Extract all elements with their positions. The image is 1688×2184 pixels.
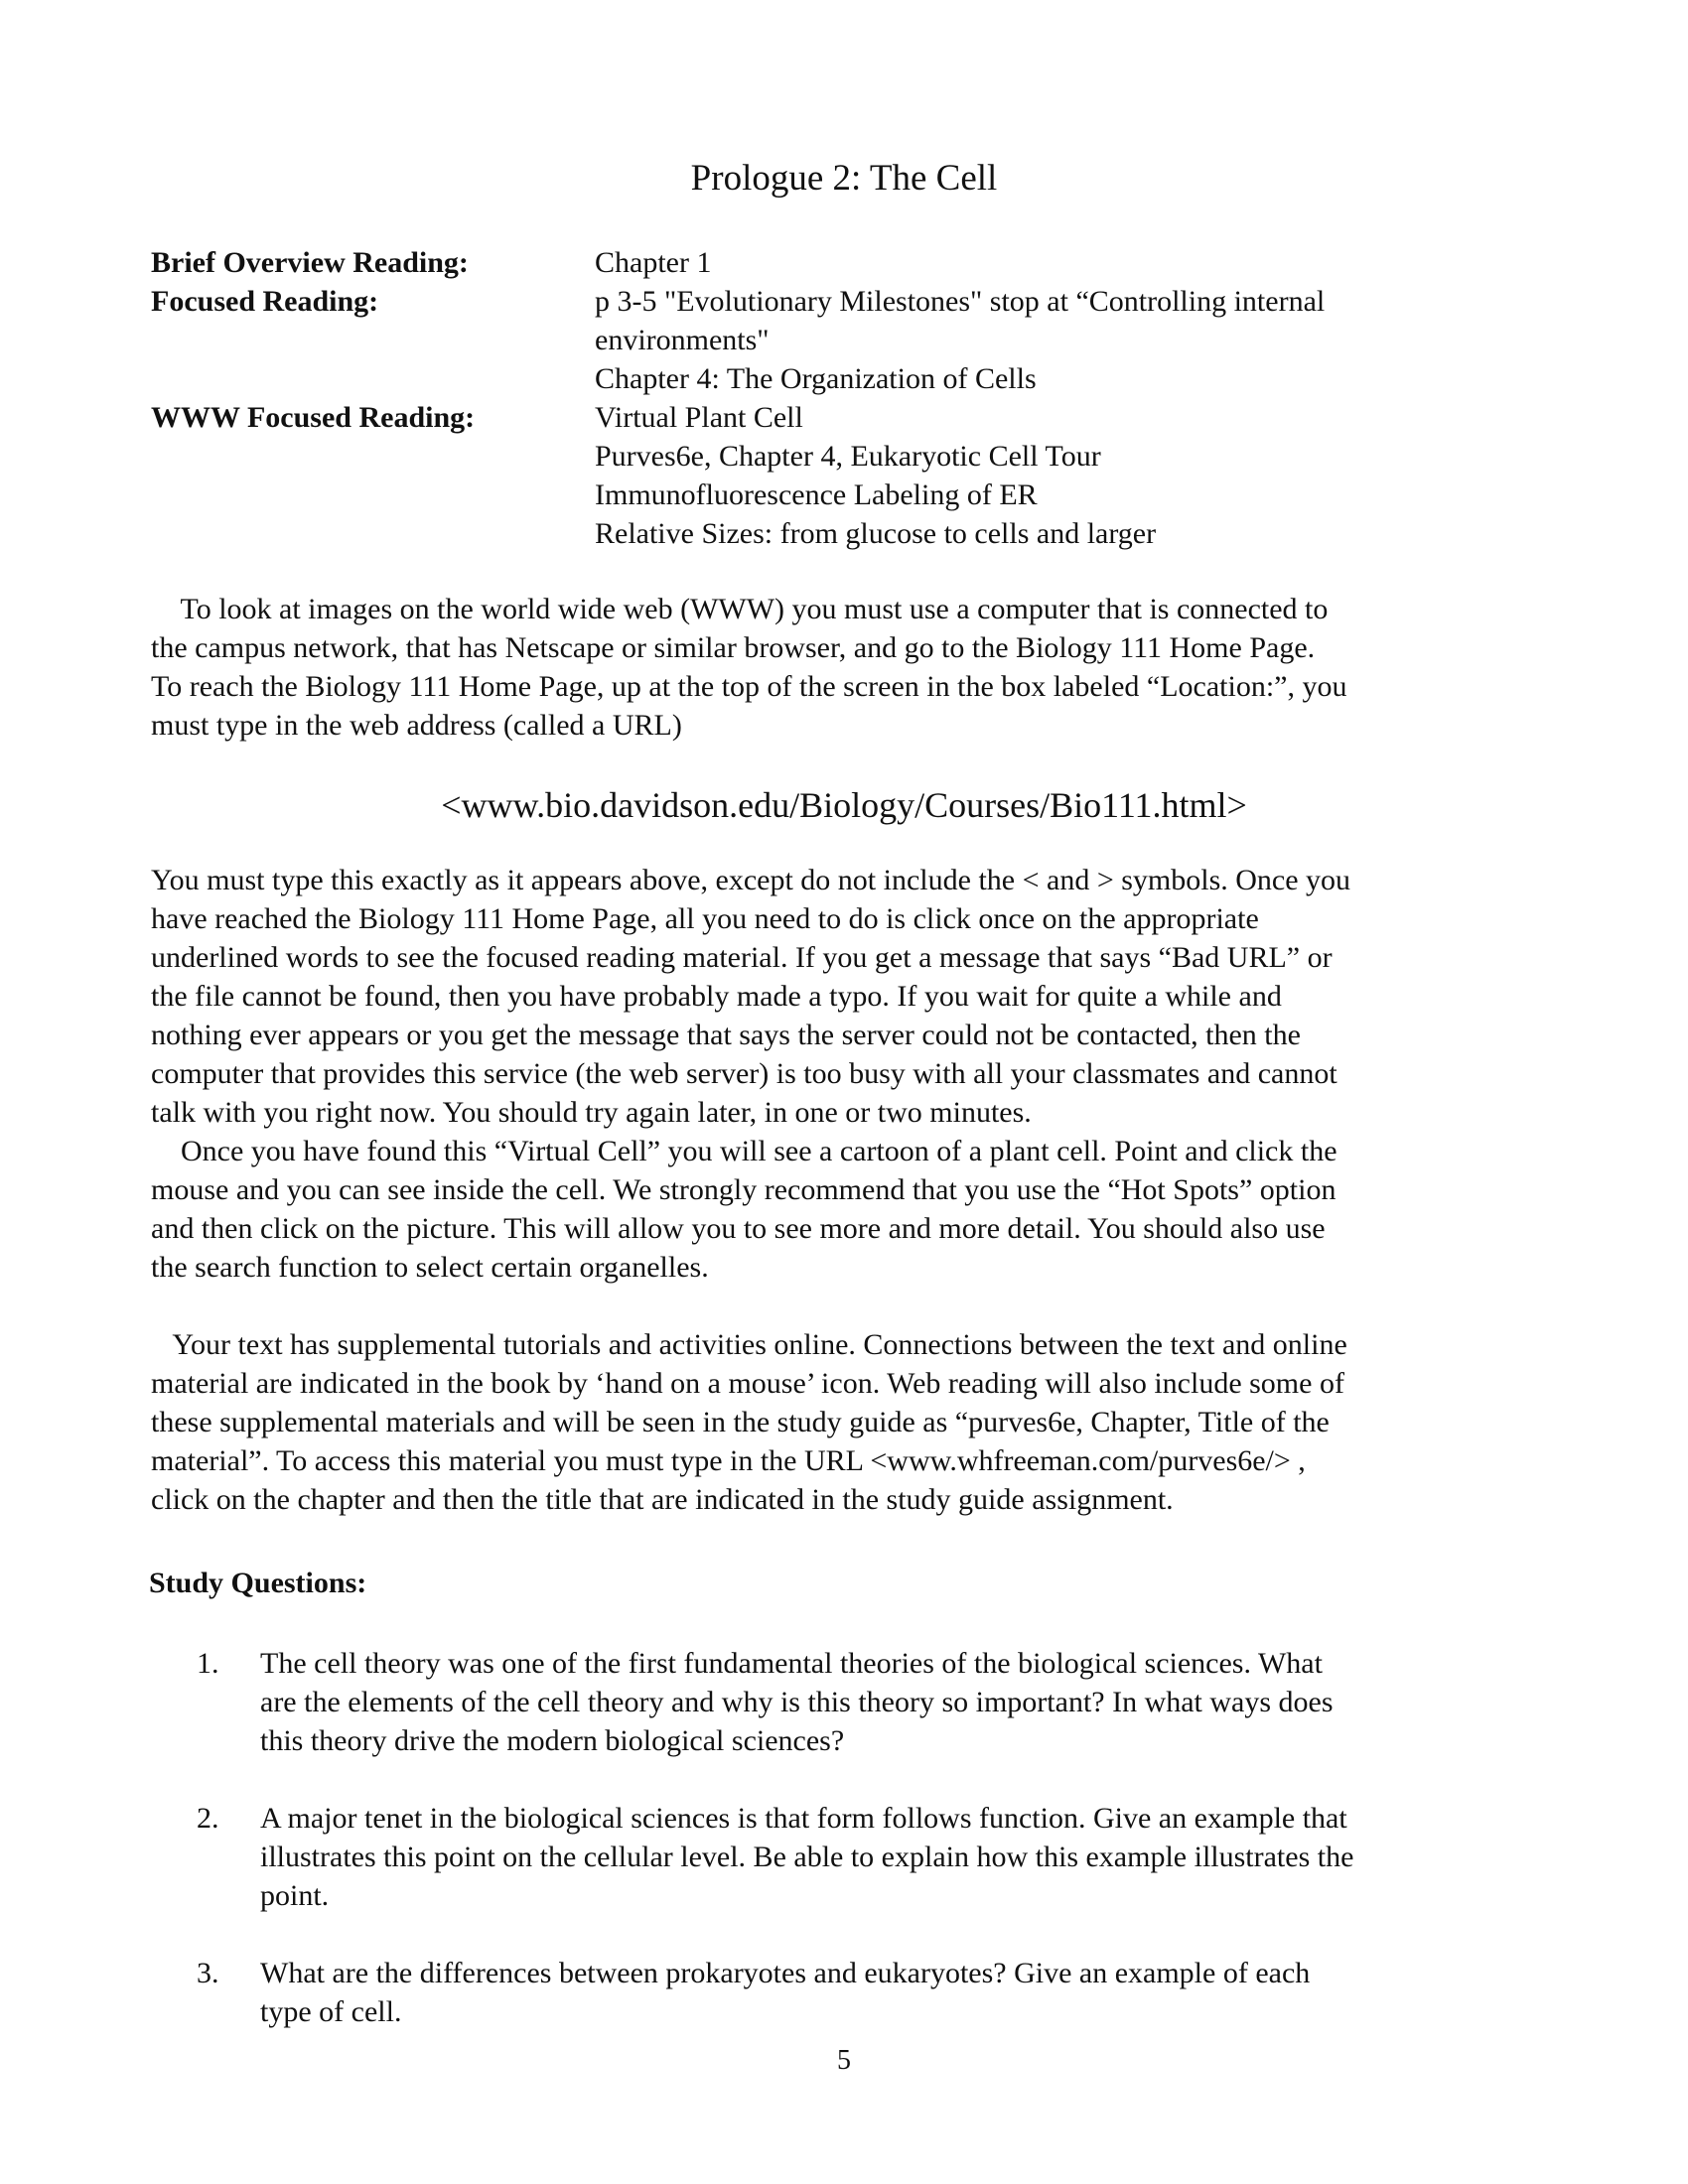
reading-value: Relative Sizes: from glucose to cells and larger	[595, 517, 1157, 550]
paragraph-line: have reached the Biology 111 Home Page, all you need to do is click once on the appropriate	[151, 902, 1259, 935]
paragraph-line: To reach the Biology 111 Home Page, up at the top of the screen in the box labeled “Location:”, you	[151, 670, 1347, 703]
reading-row	[151, 476, 1541, 514]
reading-value: Chapter 4: The Organization of Cells	[595, 362, 1037, 395]
study-question-3	[197, 1954, 1517, 2031]
reading-label: Brief Overview Reading:	[151, 246, 469, 279]
paragraph-line: these supplemental materials and will be seen in the study guide as “purves6e, Chapter, Title of the	[151, 1406, 1330, 1438]
question-number: 3.	[197, 1957, 219, 1989]
study-question-1	[197, 1644, 1517, 1760]
paragraph-line: talk with you right now. You should try again later, in one or two minutes.	[151, 1096, 1032, 1129]
reading-value: Virtual Plant Cell	[595, 401, 803, 434]
question-text	[260, 1644, 1517, 1760]
paragraph-line: To look at images on the world wide web (WWW) you must use a computer that is connected to	[151, 593, 1329, 625]
question-line: are the elements of the cell theory and why is this theory so important? In what ways does	[260, 1686, 1334, 1718]
paragraph-line: material are indicated in the book by ‘hand on a mouse’ icon. Web reading will also include some of	[151, 1367, 1344, 1400]
paragraph-line: computer that provides this service (the web server) is too busy with all your classmates and cannot	[151, 1057, 1337, 1090]
paragraph-line: underlined words to see the focused reading material. If you get a message that says “Bad URL” or	[151, 941, 1333, 974]
question-text	[260, 1954, 1517, 2031]
reading-row	[151, 321, 1541, 359]
question-line: What are the differences between prokaryotes and eukaryotes? Give an example of each	[260, 1957, 1311, 1989]
paragraph-line: the search function to select certain organelles.	[151, 1251, 709, 1284]
reading-row	[151, 243, 1541, 282]
course-url: <www.bio.davidson.edu/Biology/Courses/Bio111.html>	[441, 785, 1247, 825]
reading-label: WWW Focused Reading:	[151, 401, 476, 434]
reading-assignments	[151, 243, 1541, 553]
reading-row	[151, 514, 1541, 553]
question-number: 2.	[197, 1802, 219, 1835]
paragraph-line: nothing ever appears or you get the message that says the server could not be contacted, then the	[151, 1019, 1301, 1051]
reading-value: Chapter 1	[595, 246, 712, 279]
reading-value: Purves6e, Chapter 4, Eukaryotic Cell Tour	[595, 440, 1101, 473]
supplemental-paragraph	[151, 1325, 1501, 1519]
paragraph-line: material”. To access this material you must type in the URL <www.whfreeman.com/purves6e/> ,	[151, 1444, 1306, 1477]
paragraph-line: and then click on the picture. This will allow you to see more and more detail. You should also use	[151, 1212, 1326, 1245]
paragraph-line: Once you have found this “Virtual Cell” you will see a cartoon of a plant cell. Point and click the	[151, 1135, 1337, 1167]
question-line: point.	[260, 1879, 330, 1912]
question-line: type of cell.	[260, 1995, 402, 2028]
paragraph-line: You must type this exactly as it appears above, except do not include the < and > symbols. Once you	[151, 864, 1351, 896]
question-line: illustrates this point on the cellular level. Be able to explain how this example illustrates the	[260, 1841, 1354, 1873]
study-question-2	[197, 1799, 1517, 1915]
paragraph-line: the campus network, that has Netscape or similar browser, and go to the Biology 111 Home Page.	[151, 631, 1316, 664]
reading-row	[151, 282, 1541, 321]
paragraph-line: must type in the web address (called a URL)	[151, 709, 682, 742]
paragraph-line: Your text has supplemental tutorials and activities online. Connections between the text and online	[151, 1328, 1347, 1361]
intro-paragraph	[151, 590, 1501, 745]
reading-value: environments"	[595, 324, 770, 356]
question-line: A major tenet in the biological sciences is that form follows function. Give an example that	[260, 1802, 1347, 1835]
page-title: Prologue 2: The Cell	[690, 158, 998, 199]
paragraph-line: click on the chapter and then the title that are indicated in the study guide assignment.	[151, 1483, 1174, 1516]
paragraph-line: mouse and you can see inside the cell. We strongly recommend that you use the “Hot Spots” option	[151, 1173, 1336, 1206]
paragraph-line: the file cannot be found, then you have probably made a typo. If you wait for quite a while and	[151, 980, 1282, 1013]
reading-label: Focused Reading:	[151, 285, 379, 318]
reading-row	[151, 359, 1541, 398]
question-line: this theory drive the modern biological sciences?	[260, 1724, 845, 1757]
question-number: 1.	[197, 1647, 219, 1680]
page-number: 5	[837, 2045, 851, 2076]
reading-row	[151, 398, 1541, 437]
question-text	[260, 1799, 1517, 1915]
reading-row	[151, 437, 1541, 476]
instructions-paragraph	[151, 861, 1501, 1287]
reading-value: Immunofluorescence Labeling of ER	[595, 478, 1038, 511]
question-line: The cell theory was one of the first fundamental theories of the biological sciences. What	[260, 1647, 1323, 1680]
study-questions-heading: Study Questions:	[149, 1567, 367, 1599]
reading-value: p 3-5 "Evolutionary Milestones" stop at “Controlling internal	[595, 285, 1326, 318]
